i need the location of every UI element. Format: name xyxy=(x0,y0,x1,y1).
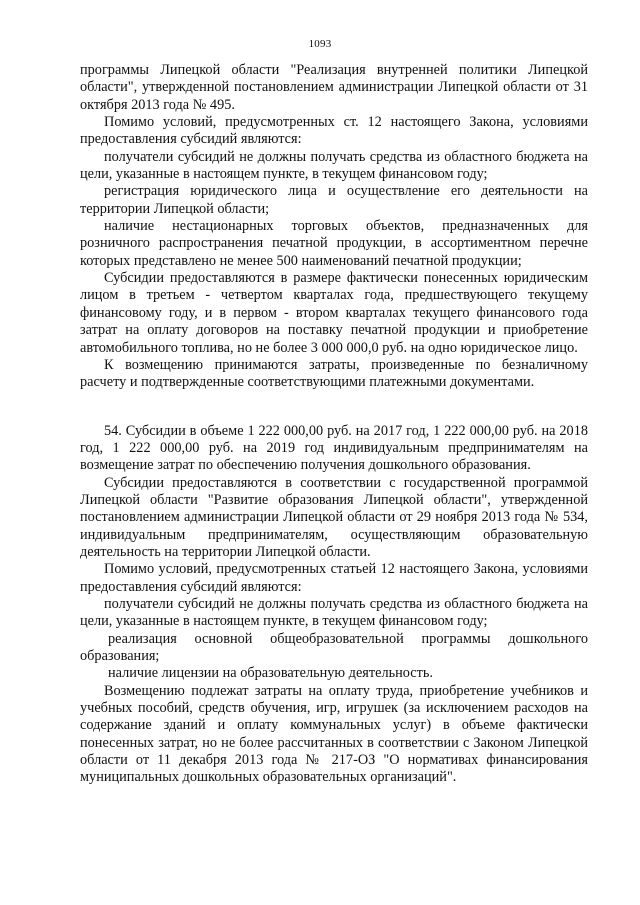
paragraph-item-54: 54. Субсидии в объеме 1 222 000,00 руб. на 2017 год, 1 222 000,00 руб. на 2018 год, 1 222 000,00 руб. на 2019 год индивидуальным предпринимателям на возмещение затрат по обеспечению получения дошкольного образования. xyxy=(80,422,588,474)
paragraph-condition-preschool-program: реализация основной общеобразовательной программы дошкольного образования; xyxy=(80,630,588,664)
paragraph-condition-no-double-funding-2: получатели субсидий не должны получать средства из областного бюджета на цели, указанные в настоящем пункте, в текущем финансовом году; xyxy=(80,595,588,630)
paragraph-subsidy-amount: Субсидии предоставляются в размере фактически понесенных юридическим лицом в третьем - четвертом кварталах года, предшествующего текущему финансовому году, и в первом - втором кварталах текущего финансового года затрат на оплату договоров на поставку печатной продукции и приобретение автомобильного топлива, но не более 3 000 000,0 руб. на одно юридическое лицо. xyxy=(80,270,588,356)
paragraph-conditions-intro: Помимо условий, предусмотренных ст. 12 настоящего Закона, условиями предоставления субсидий являются: xyxy=(80,114,588,148)
document-body xyxy=(80,62,588,787)
paragraph-conditions-intro-2: Помимо условий, предусмотренных статьей 12 настоящего Закона, условиями предоставления субсидий являются: xyxy=(80,561,588,595)
paragraph-program-reference: программы Липецкой области "Реализация внутренней политики Липецкой области", утвержденной постановлением администрации Липецкой области от 31 октября 2013 года № 495. xyxy=(80,62,588,113)
paragraph-condition-license: наличие лицензии на образовательную деятельность. xyxy=(108,665,433,682)
paragraph-reimbursable-costs: Возмещению подлежат затраты на оплату труда, приобретение учебников и учебных пособий, средств обучения, игр, игрушек (за исключением расходов на содержание зданий и оплату коммунальных услуг) в объеме фактически понесенных затрат, но не более рассчитанных в соответствии с Законом Липецкой области от 11 декабря 2013 года № 217-ОЗ "О нормативах финансирования муниципальных дошкольных образовательных организаций". xyxy=(80,682,588,786)
paragraph-education-program-reference: Субсидии предоставляются в соответствии с государственной программой Липецкой области "Развитие образования Липецкой области", утвержденной постановлением администрации Липецкой области от 29 ноября 2013 года № 534, индивидуальным предпринимателям, осуществляющим образовательную деятельность на территории Липецкой области. xyxy=(80,474,588,560)
paragraph-condition-no-double-funding: получатели субсидий не должны получать средства из областного бюджета на цели, указанные в настоящем пункте, в текущем финансовом году; xyxy=(80,148,588,183)
paragraph-reimbursement-terms: К возмещению принимаются затраты, произведенные по безналичному расчету и подтвержденные соответствующими платежными документами. xyxy=(80,356,588,391)
paragraph-condition-kiosks: наличие нестационарных торговых объектов, предназначенных для розничного распространения печатной продукции, в ассортиментном перечне которых представлено не менее 500 наименований печатной продукции; xyxy=(80,218,588,269)
page-number: 1093 xyxy=(308,38,332,50)
section-gap xyxy=(80,392,588,423)
paragraph-condition-registration: регистрация юридического лица и осуществление его деятельности на территории Липецкой области; xyxy=(80,183,588,217)
